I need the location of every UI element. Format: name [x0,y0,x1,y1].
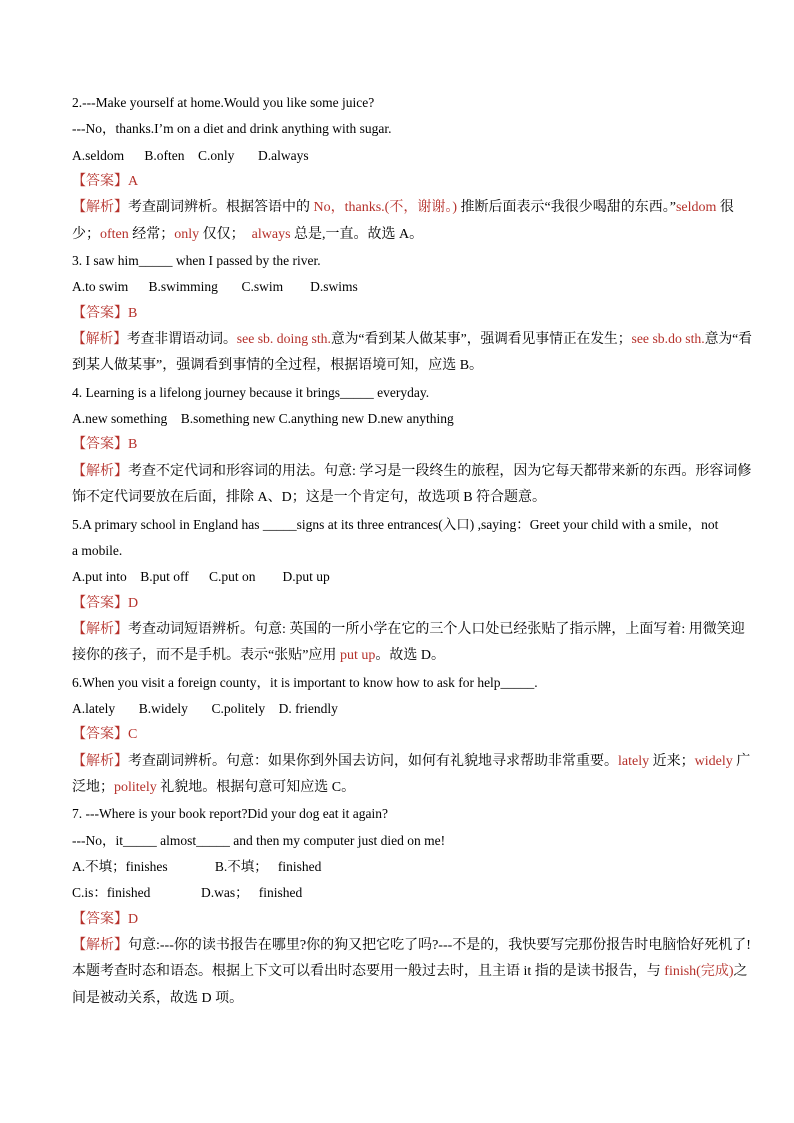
line-content [72,301,137,327]
analysis-text: 意为“看到某人做某事”，强调看见事情正在发生； [330,332,632,348]
answer-options: A.lately B.widely C.politely D. friendly [72,700,338,716]
analysis-keyword: see sb.do sth. [631,332,705,348]
answer-value: D [128,911,139,927]
analysis-text: 接你的孩子，而不是手机。表示“张贴”应用 [72,648,340,664]
analysis-keyword: politely [114,779,157,795]
question-stem: ---No，thanks.I’m on a diet and drink anything with sugar. [72,121,392,137]
analysis-line [72,775,752,801]
analysis-text: 少； [72,226,100,242]
question-stem: 6.When you visit a foreign county，it is important to know how to ask for help_____. [72,674,538,690]
analysis-line [72,222,752,248]
analysis-label: 【解析】 [72,938,128,953]
analysis-text: 饰不定代词要放在后面，排除 A、D；这是一个肯定句，故选项 B 符合题意。 [72,490,547,506]
analysis-text: 到某人做某事”，强调看到事情的全过程，根据语境可知，应选 B。 [72,358,484,374]
analysis-text: 近来； [649,753,695,769]
answer-label: 【答案】 [72,595,128,611]
line-content [72,775,355,801]
answer-value: B [128,305,138,321]
analysis-line [72,485,752,511]
answer-line [72,301,752,327]
line-content [72,933,751,959]
analysis-keyword: put up [339,648,376,664]
options-line [72,143,752,169]
line-content [72,749,750,775]
options-line [72,406,752,432]
question-stem-line [72,90,752,116]
question-7 [72,801,794,1012]
options-line [72,696,752,722]
analysis-text: 总是,一直。故选 A。 [290,226,424,242]
analysis-keyword: often [100,226,129,242]
question-4 [72,380,794,512]
analysis-line [72,933,752,959]
line-content [72,169,138,195]
answer-value: D [128,595,139,611]
question-3 [72,248,794,380]
analysis-keyword: only [174,226,200,242]
question-stem-line [72,512,752,538]
question-stem: 2.---Make yourself at home.Would you like some juice? [72,95,375,110]
analysis-line [72,959,752,985]
line-content [72,643,445,669]
analysis-text: 之 [733,964,748,980]
line-content [72,591,138,617]
answer-value: A [128,174,139,190]
question-stem-line [72,828,752,854]
analysis-line [72,643,752,669]
line-content [72,432,137,458]
analysis-keyword: always [251,226,291,242]
answer-line [72,591,752,617]
answer-label: 【答案】 [72,174,128,190]
question-stem: 7. ---Where is your book report?Did your dog eat it again? [72,806,389,822]
analysis-text: 考查副词辨析。根据答语中的 [128,200,314,216]
answer-label: 【答案】 [72,437,128,453]
analysis-label: 【解析】 [72,621,128,637]
analysis-text: 间是被动关系，故选 D 项。 [72,990,244,1006]
answer-label: 【答案】 [72,305,128,321]
answer-options: A.to swim B.swimming C.swim D.swims [72,279,358,295]
question-stem: 3. I saw him_____ when I passed by the river. [72,253,321,269]
analysis-label: 【解析】 [72,753,128,769]
question-stem-line [72,116,752,142]
analysis-line [72,353,752,379]
analysis-line [72,327,752,353]
question-2 [72,90,794,248]
analysis-text: 仅仅； [199,226,252,242]
answer-line [72,169,752,195]
analysis-text: 本题考查时态和语态。根据上下文可以看出时态要用一般过去时，且主语 it 指的是读书报告，与 [72,964,665,980]
answer-label: 【答案】 [72,911,128,927]
question-stem: 5.A primary school in England has _____signs at its three entrances(入口) ,saying：Greet your child with a smile，not [72,516,719,532]
analysis-keyword: see sb. doing sth. [236,332,331,348]
line-content [72,222,423,248]
analysis-text: 泛地； [72,779,114,795]
answer-options: A.不填；finishes B.不填； finished [72,858,322,874]
analysis-text: 考查不定代词和形容词的用法。句意: 学习是一段终生的旅程，因为它每天都带来新的东西。形容词修 [128,463,752,479]
analysis-text: 考查动词短语辨析。句意: 英国的一所小学在它的三个人口处已经张贴了指示牌，上面写着: 用微笑迎 [128,621,745,637]
analysis-keyword: finish(完成) [664,964,734,980]
analysis-text: 意为“看 [704,332,752,348]
answer-options: A.put into B.put off C.put on D.put up [72,569,330,585]
answer-options: C.is：finished D.was； finished [72,885,303,901]
analysis-keyword: widely [694,753,733,769]
line-content [72,722,137,748]
answer-options: A.seldom B.often C.only D.always [72,147,309,163]
question-stem: ---No，it_____ almost_____ and then my computer just died on me! [72,832,446,848]
question-stem: a mobile. [72,542,123,558]
analysis-label: 【解析】 [72,463,128,479]
question-stem-line [72,670,752,696]
answer-line [72,722,752,748]
options-line [72,880,752,906]
line-content [72,959,748,985]
options-line [72,274,752,300]
question-stem-line [72,801,752,827]
analysis-keyword: seldom [675,200,717,216]
question-stem: 4. Learning is a lifelong journey because it brings_____ everyday. [72,384,430,400]
analysis-text: 考查非谓语动词。 [126,332,237,348]
question-5 [72,512,794,670]
line-content [72,195,734,221]
analysis-text: 广 [732,753,751,769]
analysis-line [72,749,752,775]
line-content [72,459,751,485]
answer-line [72,432,752,458]
analysis-text: 考查副词辨析。句意：如果你到外国去访问，如何有礼貌地寻求帮助非常重要。 [128,753,618,769]
analysis-line [72,459,752,485]
analysis-line [72,986,752,1012]
answer-line [72,907,752,933]
question-stem-line [72,538,752,564]
analysis-keyword: lately [618,753,650,769]
analysis-line [72,195,752,221]
answer-value: C [128,727,138,743]
analysis-text: 句意:---你的读书报告在哪里?你的狗又把它吃了吗?---不是的，我快要写完那份报告时电脑恰好死机了! [128,938,751,953]
analysis-label: 【解析】 [72,200,128,216]
answer-label: 【答案】 [72,727,128,743]
question-stem-line [72,248,752,274]
line-content [72,617,745,643]
question-stem-line [72,380,752,406]
options-line [72,854,752,880]
line-content [72,327,752,353]
analysis-text: 推断后面表示“我很少喝甜的东西。” [457,200,676,216]
analysis-label: 【解析】 [72,332,127,348]
question-6 [72,670,794,802]
analysis-keyword: No，thanks.(不，谢谢。) [313,200,457,216]
line-content [72,907,138,933]
analysis-line [72,617,752,643]
answer-options: A.new something B.something new C.anything new D.new anything [72,411,454,427]
analysis-text: 很 [716,200,734,216]
options-line [72,564,752,590]
analysis-text: 礼貌地。根据句意可知应选 C。 [156,779,356,795]
analysis-text: 经常； [128,226,175,242]
answer-value: B [128,437,138,453]
analysis-text: 。故选 D。 [375,648,445,664]
